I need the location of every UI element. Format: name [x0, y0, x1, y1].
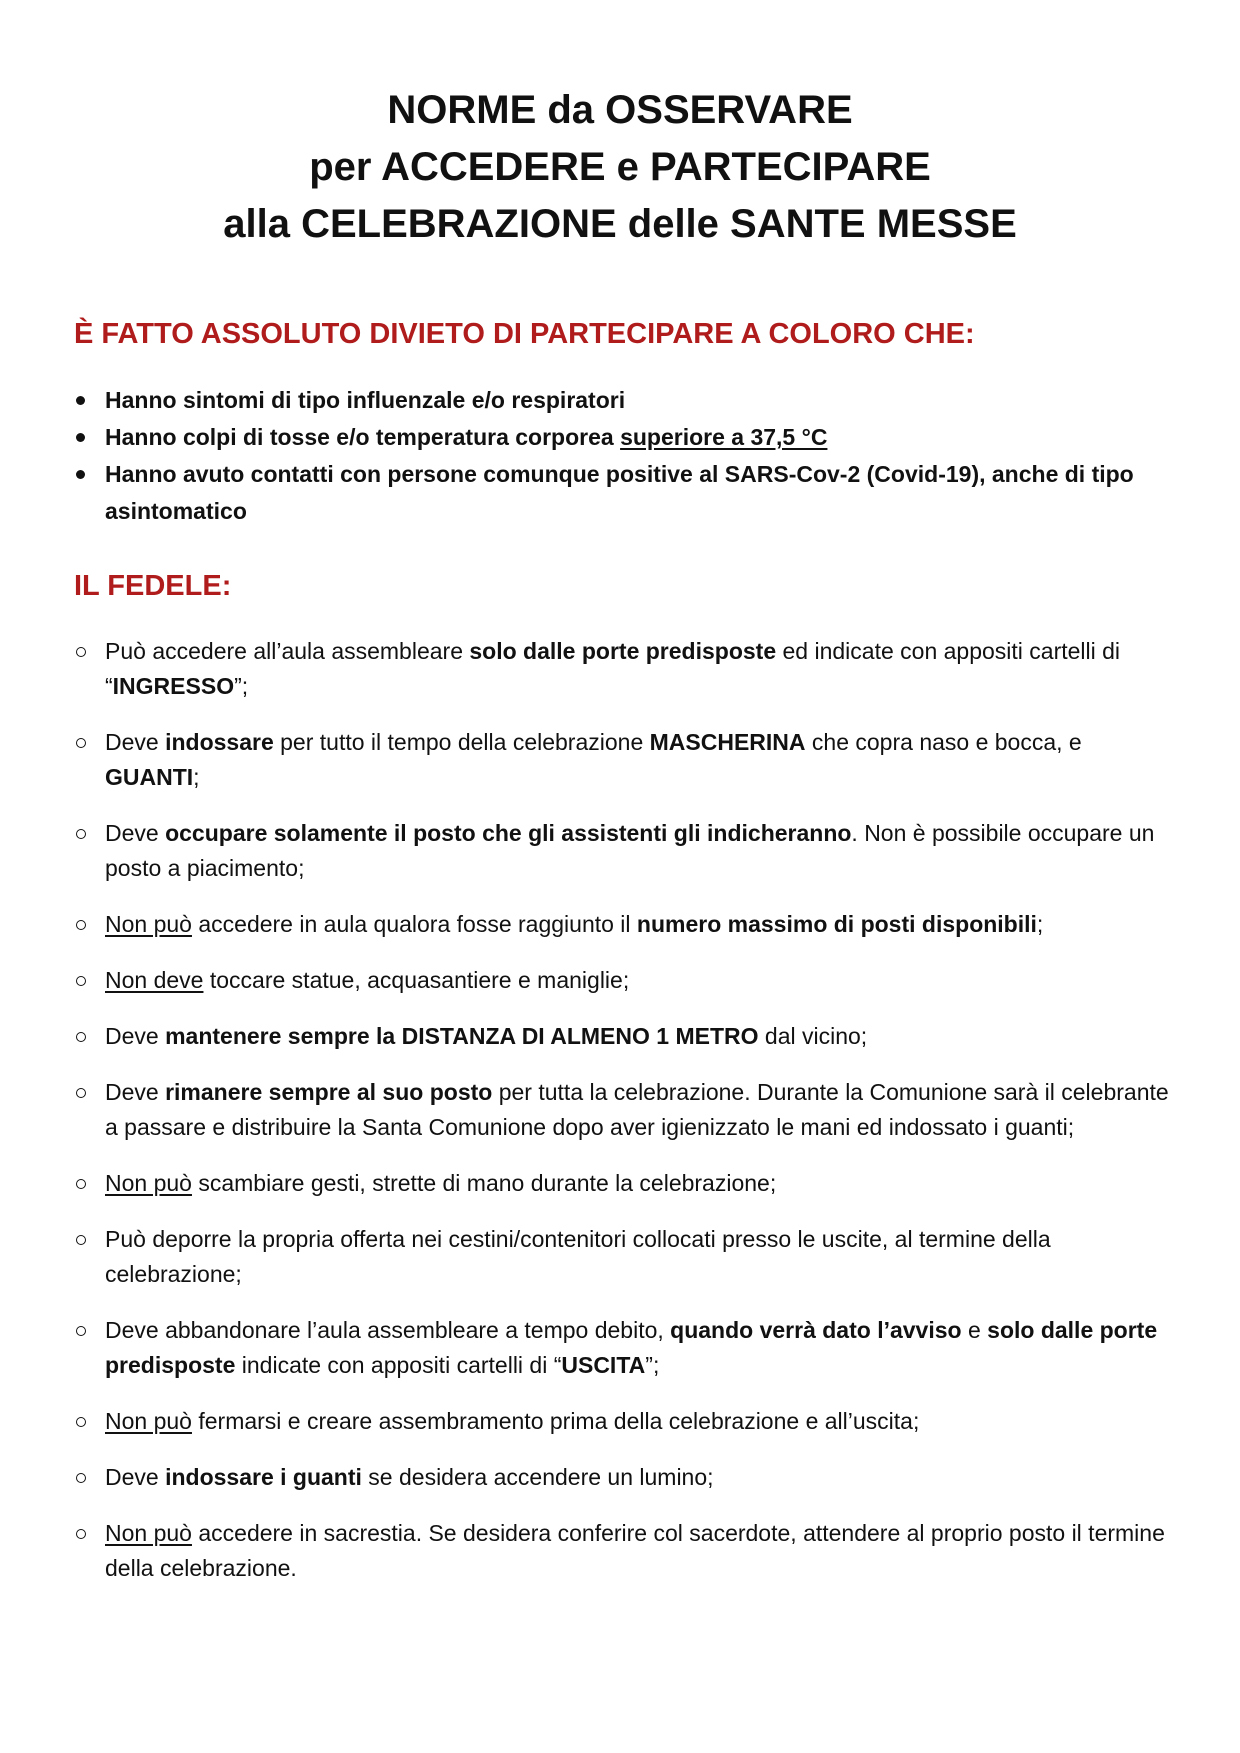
hollow-circle-bullet-icon [76, 1088, 86, 1098]
rule-bold-text: USCITA [561, 1352, 646, 1378]
rule-bold-text: numero massimo di posti disponibili [636, 911, 1037, 937]
rule-bold-text: solo dalle porte predisposte [105, 1317, 1158, 1378]
rule-text: Deve [105, 1079, 166, 1105]
rule-bold-text: MASCHERINA [649, 729, 806, 755]
list-item [74, 382, 1174, 419]
rule-text: ed indicate con appositi cartelli di “ [105, 638, 1121, 699]
rule-item [74, 1166, 1174, 1201]
rule-underlined-text: Non può [105, 1520, 192, 1546]
rule-item [74, 1222, 1174, 1292]
hollow-circle-bullet-icon [76, 976, 86, 986]
hollow-circle-bullet-icon [76, 920, 86, 930]
rule-text: se desidera accendere un lumino; [361, 1464, 714, 1490]
rule-text: ; [193, 764, 200, 790]
rule-text: toccare statue, acquasantiere e maniglie; [203, 967, 630, 993]
rule-bold-text: indossare i guanti [165, 1464, 362, 1490]
list-item-text: Hanno colpi di tosse e/o temperatura corporea [105, 424, 621, 450]
rule-text: che copra naso e bocca, e [805, 729, 1082, 755]
hollow-circle-bullet-icon [76, 1179, 86, 1189]
rule-text: indicate con appositi cartelli di “ [235, 1352, 562, 1378]
rule-text: Deve [105, 1464, 166, 1490]
title-line-1: NORME da OSSERVARE [387, 88, 853, 132]
list-item-underlined-text: superiore a 37,5 °C [620, 424, 828, 450]
rule-item [74, 816, 1174, 886]
hollow-circle-bullet-icon [76, 1326, 86, 1336]
rule-underlined-text: Non deve [105, 967, 204, 993]
rule-bold-text: mantenere sempre la DISTANZA DI ALMENO 1 METRO [165, 1023, 759, 1049]
rule-item [74, 1404, 1174, 1439]
rule-underlined-text: Non può [105, 911, 192, 937]
rule-text: Può deporre la propria offerta nei cestini/contenitori collocati presso le uscite, al termine della celebrazione; [105, 1226, 1051, 1287]
rule-item [74, 1460, 1174, 1495]
rule-text: per tutto il tempo della celebrazione [273, 729, 650, 755]
rule-bold-text: rimanere sempre al suo posto [165, 1079, 493, 1105]
rule-text: ”; [645, 1352, 660, 1378]
bullet-dot-icon [76, 470, 85, 479]
rule-text: dal vicino; [758, 1023, 868, 1049]
title-line-2: per ACCEDERE e PARTECIPARE [309, 145, 931, 189]
rule-text: e [961, 1317, 988, 1343]
rule-bold-text: indossare [165, 729, 274, 755]
bullet-dot-icon [76, 433, 85, 442]
rule-text: per tutta la celebrazione. Durante la Comunione sarà il celebrante a passare e distribuire la Santa Comunione dopo aver igienizzato le mani ed indossato i guanti; [105, 1079, 1169, 1140]
hollow-circle-bullet-icon [76, 1529, 86, 1539]
rule-text: ”; [234, 673, 249, 699]
hollow-circle-bullet-icon [76, 1032, 86, 1042]
rule-bold-text: solo dalle porte predisposte [469, 638, 777, 664]
title-line-3: alla CELEBRAZIONE delle SANTE MESSE [223, 202, 1017, 246]
list-item [74, 456, 1174, 530]
rule-text: accedere in aula qualora fosse raggiunto il [191, 911, 637, 937]
rule-bold-text: INGRESSO [112, 673, 235, 699]
rule-underlined-text: Non può [105, 1170, 192, 1196]
hollow-circle-bullet-icon [76, 829, 86, 839]
hollow-circle-bullet-icon [76, 647, 86, 657]
rule-text: accedere in sacrestia. Se desidera conferire col sacerdote, attendere al proprio posto il termine della celebrazione. [105, 1520, 1165, 1581]
rule-text: Può accedere all’aula assembleare [105, 638, 470, 664]
rule-underlined-text: Non può [105, 1408, 192, 1434]
hollow-circle-bullet-icon [76, 1235, 86, 1245]
rule-item [74, 1313, 1174, 1383]
list-item [74, 419, 1174, 456]
rule-bold-text: quando verrà dato l’avviso [670, 1317, 962, 1343]
rule-item [74, 634, 1174, 704]
list-item-text: Hanno avuto contatti con persone comunque positive al SARS-Cov-2 (Covid-19), anche di tipo asintomatico [105, 461, 1134, 524]
rule-text: Deve [105, 729, 166, 755]
prohibition-list [74, 382, 1174, 530]
rule-item [74, 725, 1174, 795]
fedele-heading: IL FEDELE: [74, 570, 232, 602]
rule-item [74, 963, 1174, 998]
rule-item [74, 1516, 1174, 1586]
rule-text: Deve [105, 1023, 166, 1049]
rule-text: . Non è possibile occupare un posto a piacimento; [105, 820, 1155, 881]
document-title [0, 82, 1240, 253]
bullet-dot-icon [76, 396, 85, 405]
fedele-rules-list [74, 634, 1174, 1607]
rule-text: ; [1036, 911, 1044, 937]
hollow-circle-bullet-icon [76, 1473, 86, 1483]
hollow-circle-bullet-icon [76, 1417, 86, 1427]
rule-text: scambiare gesti, strette di mano durante la celebrazione; [191, 1170, 777, 1196]
rule-text: fermarsi e creare assembramento prima della celebrazione e all’uscita; [191, 1408, 920, 1434]
hollow-circle-bullet-icon [76, 738, 86, 748]
prohibition-heading: È FATTO ASSOLUTO DIVIETO DI PARTECIPARE A COLORO CHE: [74, 318, 975, 350]
rule-bold-text: occupare solamente il posto che gli assistenti gli indicheranno [165, 820, 852, 846]
rule-item [74, 1019, 1174, 1054]
rule-item [74, 1075, 1174, 1145]
rule-text: Deve abbandonare l’aula assembleare a tempo debito, [105, 1317, 671, 1343]
list-item-text: Hanno sintomi di tipo influenzale e/o respiratori [105, 387, 626, 413]
rule-text: Deve [105, 820, 166, 846]
rule-bold-text: GUANTI [105, 764, 194, 790]
rule-item [74, 907, 1174, 942]
